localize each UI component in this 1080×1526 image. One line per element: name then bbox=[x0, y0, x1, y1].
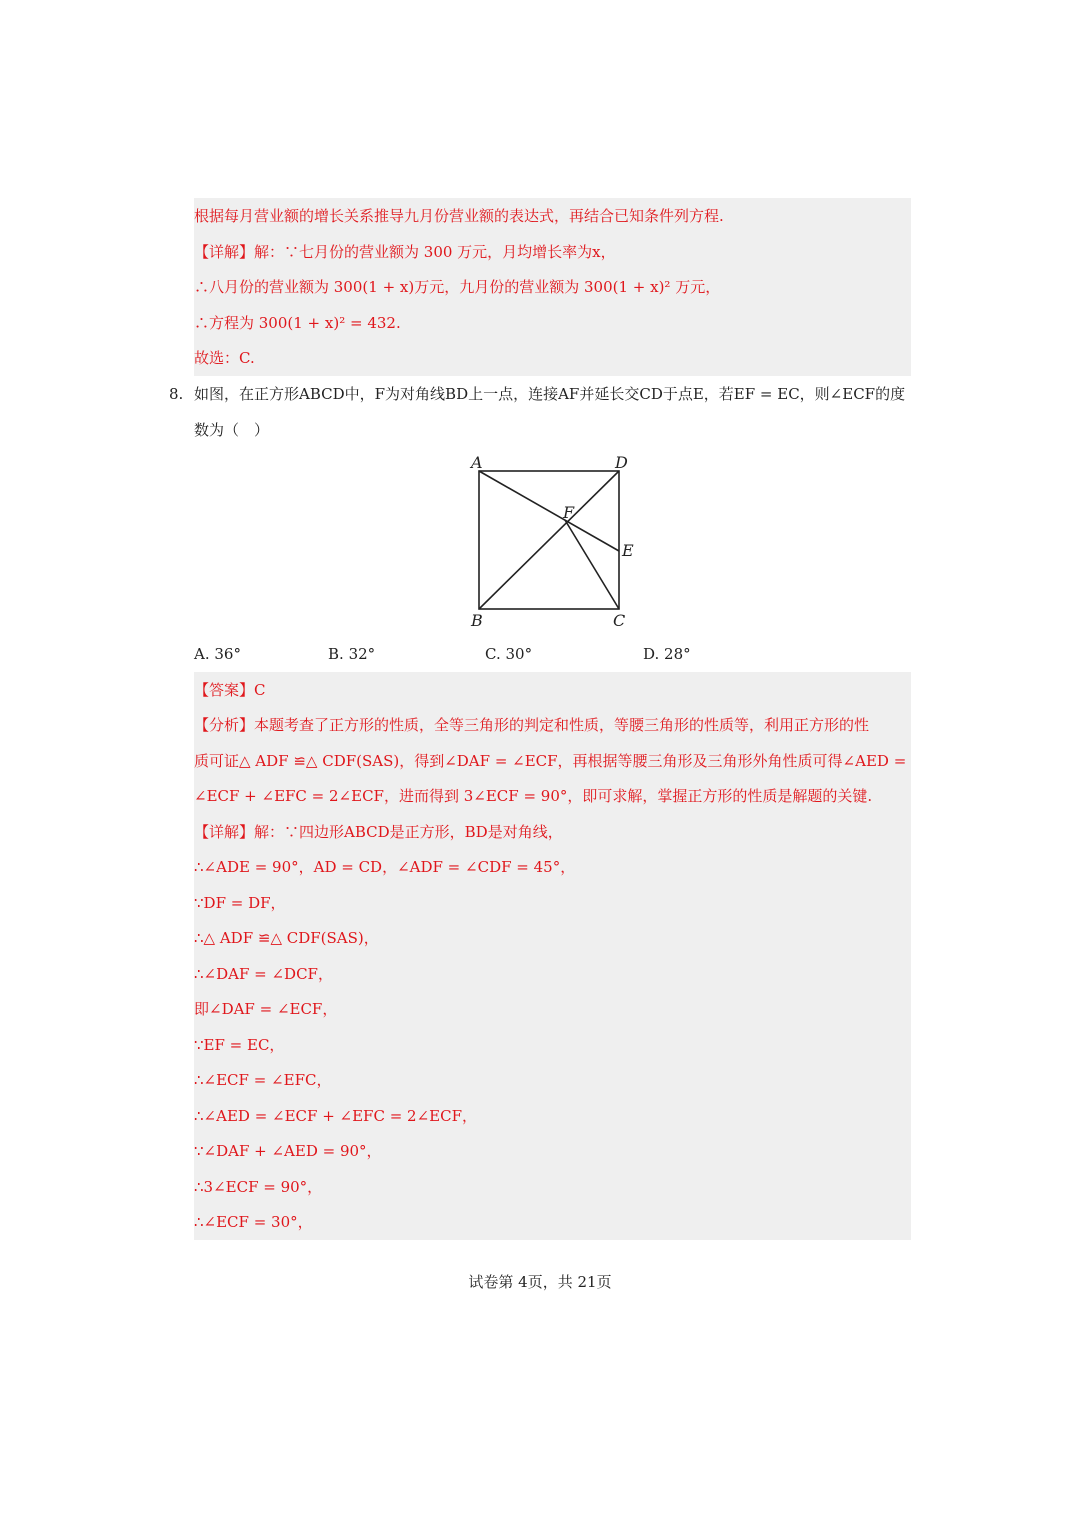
solution-line: 【详解】解：∵七月份的营业额为 300 万元，月均增长率为x， bbox=[194, 243, 616, 261]
question-number: 8. bbox=[169, 385, 184, 403]
solution-line: ∴方程为 300(1 + x)² = 432. bbox=[194, 314, 401, 332]
detail-line: ∵∠DAF + ∠AED = 90°， bbox=[194, 1142, 382, 1160]
answer-line: 【答案】C bbox=[194, 681, 266, 699]
detail-line: ∵DF = DF， bbox=[194, 894, 286, 912]
option-d: D. 28° bbox=[643, 645, 691, 663]
solution-line: 故选：C. bbox=[194, 349, 255, 367]
option-b: B. 32° bbox=[328, 645, 376, 663]
detail-line: 【详解】解：∵四边形ABCD是正方形，BD是对角线， bbox=[194, 823, 563, 841]
detail-line: 即∠DAF = ∠ECF， bbox=[194, 1000, 338, 1018]
detail-line: ∴3∠ECF = 90°， bbox=[194, 1178, 323, 1196]
solution-line: 根据每月营业额的增长关系推导九月份营业额的表达式，再结合已知条件列方程. bbox=[194, 207, 724, 225]
segment-fc bbox=[565, 520, 619, 609]
solution-line: ∴八月份的营业额为 300(1 + x)万元，九月份的营业额为 300(1 + x)² 万元， bbox=[194, 278, 721, 296]
label-e: E bbox=[622, 541, 634, 560]
analysis-line: 【分析】本题考查了正方形的性质，全等三角形的判定和性质，等腰三角形的性质等，利用正方形的性 bbox=[194, 716, 870, 734]
detail-line: ∵EF = EC， bbox=[194, 1036, 285, 1054]
label-c: C bbox=[613, 611, 626, 630]
analysis-line: ∠ECF + ∠EFC = 2∠ECF，进而得到 3∠ECF = 90°，即可求解，掌握正方形的性质是解题的关键. bbox=[194, 787, 873, 805]
detail-line: ∴∠AED = ∠ECF + ∠EFC = 2∠ECF， bbox=[194, 1107, 477, 1125]
detail-line: ∴△ ADF ≌△ CDF(SAS)， bbox=[194, 929, 379, 947]
diagonal-bd bbox=[479, 471, 619, 609]
question-text-line2: 数为（ ） bbox=[194, 421, 270, 439]
label-b: B bbox=[471, 611, 483, 630]
top-solution-block bbox=[194, 198, 911, 376]
detail-line: ∴∠ECF = 30°， bbox=[194, 1213, 313, 1231]
option-a: A. 36° bbox=[194, 645, 241, 663]
analysis-line: 质可证△ ADF ≌△ CDF(SAS)，得到∠DAF = ∠ECF，再根据等腰三角形及三角形外角性质可得∠AED = bbox=[194, 752, 907, 770]
detail-line: ∴∠DAF = ∠DCF， bbox=[194, 965, 333, 983]
label-a: A bbox=[471, 453, 483, 472]
page-footer: 试卷第 4页，共 21页 bbox=[468, 1273, 612, 1291]
answer-solution-block bbox=[194, 672, 911, 1240]
question-text-line1: 如图，在正方形ABCD中，F为对角线BD上一点，连接AF并延长交CD于点E，若EF = EC，则∠ECF的度 bbox=[194, 385, 906, 403]
detail-line: ∴∠ECF = ∠EFC， bbox=[194, 1071, 332, 1089]
detail-line: ∴∠ADE = 90°，AD = CD，∠ADF = ∠CDF = 45°， bbox=[194, 858, 576, 876]
label-f: F bbox=[563, 503, 575, 522]
label-d: D bbox=[615, 453, 628, 472]
square-figure bbox=[460, 452, 660, 632]
option-c: C. 30° bbox=[485, 645, 533, 663]
